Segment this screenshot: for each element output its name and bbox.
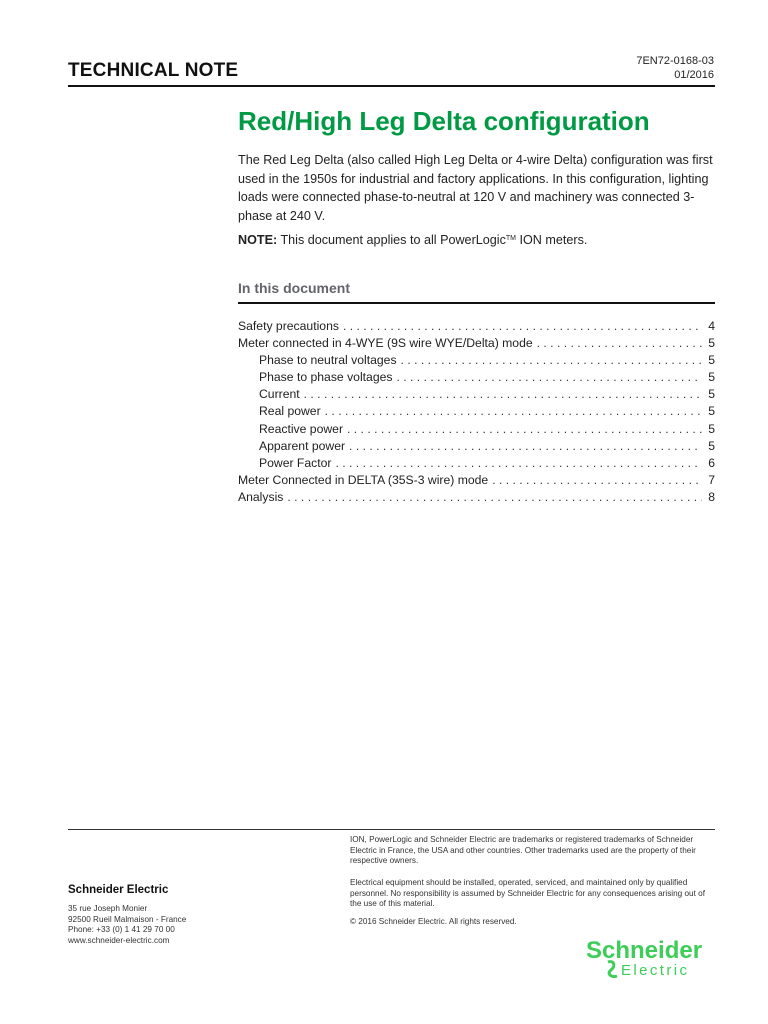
toc-entry-label: Meter connected in 4-WYE (9S wire WYE/Delta) mode [238,336,533,351]
toc-heading: In this document [238,280,350,296]
toc-entry-label: Apparent power [259,438,346,453]
logo-text-schneider: Schneider [586,937,703,964]
toc-entry[interactable] [238,369,715,386]
toc-entry-page: 5 [708,353,715,368]
toc-entry-label: Meter Connected in DELTA (35S-3 wire) mode [238,472,489,487]
toc-dot-leader [287,489,702,506]
toc-dot-leader [347,421,702,438]
toc-dot-leader [401,352,703,369]
toc-entry-label: Real power [259,404,321,419]
toc-entry[interactable] [238,318,715,335]
toc-dot-leader [349,438,702,455]
toc-entry-page: 4 [708,319,715,333]
schneider-electric-logo [584,936,718,980]
header-divider [68,85,715,87]
toc-entry[interactable] [238,421,715,438]
toc-entry[interactable] [238,386,715,403]
toc-entry[interactable] [238,472,715,489]
toc-entry-label: Analysis [238,489,284,504]
toc-entry-label: Power Factor [259,455,332,470]
toc-dot-leader [396,369,702,386]
toc-entry[interactable] [238,352,715,369]
toc-entry-page: 6 [708,455,715,470]
intro-paragraph: The Red Leg Delta (also called High Leg Delta or 4-wire Delta) configuration was first used in the 1950s for industrial and factory applications. In this configuration, lighting loads were connected phase-to-neutral at 120 V and machinery was connected 3-phase at 240 V. [238,153,713,223]
toc-entry-page: 8 [708,489,715,504]
toc-entry[interactable] [238,455,715,472]
toc-entry-page: 5 [708,438,715,453]
address-phone: Phone: +33 (0) 1 41 29 70 00 [68,925,175,935]
toc-dot-leader [343,318,702,335]
address-street: 35 rue Joseph Monier [68,904,148,913]
safety-notice: Electrical equipment should be installed, operated, serviced, and maintained only by qualified personnel. No responsibility is assumed by Schneider Electric for any consequences arising out of the use of this material. [350,878,705,909]
toc-entry-label: Phase to neutral voltages [259,353,397,368]
toc-entry[interactable] [238,335,715,352]
copyright-notice: © 2016 Schneider Electric. All rights reserved. [350,917,517,926]
logo-text-electric: Electric [621,962,690,979]
toc-entry-label: Current [259,387,300,402]
toc-entry[interactable] [238,438,715,455]
toc-entry-page: 5 [708,370,715,385]
address-website: www.schneider-electric.com [68,936,170,946]
toc-entry-page: 5 [708,421,715,436]
toc-entry-page: 5 [708,336,715,351]
toc-entry-page: 7 [708,472,715,487]
toc-dot-leader [492,472,702,489]
toc-dot-leader [325,403,703,420]
toc-entry-label: Phase to phase voltages [259,370,393,385]
note-label: NOTE: [238,233,278,247]
doc-number: 7EN72-0168-03 [636,55,714,67]
toc-entry-page: 5 [708,387,715,402]
toc-dot-leader [335,455,702,472]
footer-divider [68,829,715,830]
company-name: Schneider Electric [68,884,169,896]
company-address [68,904,186,947]
trademark-mark: TM [505,235,516,242]
table-of-contents [238,318,715,506]
toc-dot-leader [304,386,703,403]
toc-dot-leader [537,335,703,352]
doc-reference [636,54,714,82]
address-city: 92500 Rueil Malmaison - France [68,914,187,924]
toc-divider [238,302,715,304]
toc-entry-label: Safety precautions [238,319,339,333]
toc-entry-page: 5 [708,404,715,419]
toc-entry[interactable] [238,403,715,420]
trademark-notice: ION, PowerLogic and Schneider Electric are trademarks or registered trademarks of Schneider Electric in France, the USA and other countries. Other trademarks used are the property of their respective owners. [350,835,696,866]
doc-date: 01/2016 [674,69,714,81]
note-text-end: ION meters. [515,233,588,247]
page-title: Red/High Leg Delta configuration [238,106,650,136]
doc-type-heading: TECHNICAL NOTE [68,60,239,81]
toc-entry-label: Reactive power [259,421,343,436]
note-paragraph [238,231,716,249]
note-text: This document applies to all PowerLogic [277,233,506,247]
toc-entry[interactable] [238,489,715,506]
